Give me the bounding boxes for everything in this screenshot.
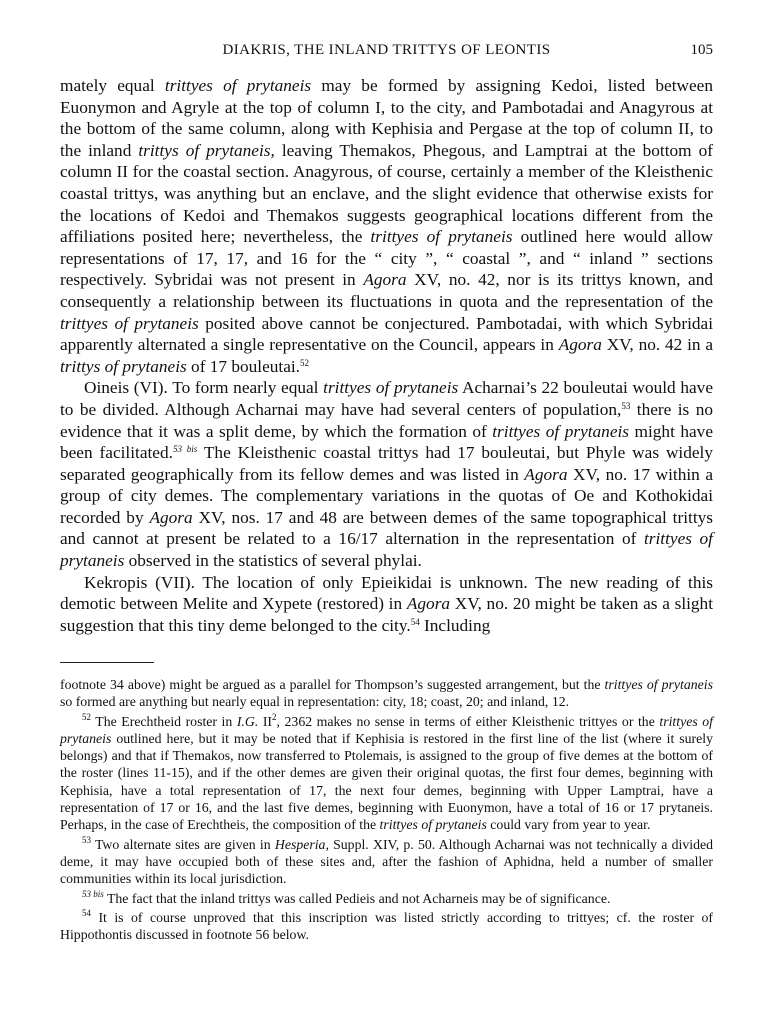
footnote-52: $^{52}$ The Erechtheid roster in I.G. $II^2$, 2362 makes no sense in terms of either Kleisthenic trittyes or the trittyes of prytaneis outlined here, but it may be noted that if Kephisia is restored in the first line of the list (where it surely belongs) and that if Themakos, now transferred to Ptolemais, is assigned to the group of five demes at the bottom of the roster (lines 11-15), and if the other demes are given their original quotas, the first four demes, beginning with Kephisia, have a total representation of 17, the next four demes, beginning with Upper Lamptrai, have a representation of 17 or 16, and the last five demes, beginning with Euonymon, have a total of 16 or 17 prytaneis. Perhaps, in the case of Erechtheis, the composition of the trittyes of prytaneis could vary from year to year. — [60, 711, 713, 833]
paragraph-leontis-continuation: mately equal trittyes of prytaneis may be formed by assigning Kedoi, listed between Euonymon and Agryle at the top of column I, to the city, and Pambotadai and Anagyrous at the bottom of the same column, along with Kephisia and Pergase at the top of column II, to the inland trittys of prytaneis, leaving Themakos, Phegous, and Lamptrai at the bottom of column II for the coastal section. Anagyrous, of course, certainly a member of the Kleisthenic coastal trittys, was anything but an enclave, and the slight evidence that otherwise exists for the locations of Kedoi and Themakos suggests geographical locations different from the affiliations posited here; nevertheless, the trittyes of prytaneis outlined here would allow representations of 17, 17, and 16 for the “ city ”, “ coastal ”, and “ inland ” sections respectively. Sybridai was not present in Agora XV, no. 42, nor is its trittys known, and consequently a relationship between its fluctuations in quota and the representation of the trittyes of prytaneis posited above cannot be conjectured. Pambotadai, with which Sybridai apparently alternated a single representative on the Council, appears in Agora XV, no. 42 in a trittys of prytaneis of 17 bouleutai.$^{52}$ — [60, 76, 713, 376]
footnote-53bis: $^{53 bis}$ The fact that the inland trittys was called Pedieis and not Acharneis may be of significance. — [82, 888, 611, 906]
paragraph-oineis: Oineis (VI). To form nearly equal trittyes of prytaneis Acharnai’s 22 bouleutai would have to be divided. Although Acharnai may have had several centers of population,$^{53}$ there is no evidence that it was a split deme, by which the formation of trittyes of prytaneis might have been facilitated.$^{53 bis}$ The Kleisthenic coastal trittys had 17 bouleutai, but Phyle was widely separated geographically from its fellow demes and was listed in Agora XV, no. 17 within a group of city demes. The complementary variations in the quotas of Oe and Kothokidai recorded by Agora XV, nos. 17 and 48 are between demes of the same topographical trittys and cannot at present be related to a 16/17 alternation in the representation of trittyes of prytaneis observed in the statistics of several phylai. — [60, 378, 714, 571]
page-header — [60, 40, 713, 62]
footnote-ref-54[interactable]: 54 — [410, 616, 420, 627]
footnote-continuation: footnote 34 above) might be argued as a parallel for Thompson’s suggested arrangement, but the trittyes of prytaneis so formed are anything but nearly equal in representation: city, 18; coast, 20; and inland, 12. — [60, 677, 713, 710]
paragraph-kekropis: Kekropis (VII). The location of only Epieikidai is unknown. The new reading of this demotic between Melite and Xypete (restored) in Agora XV, no. 20 might be taken as a slight suggestion that this tiny deme belonged to the city.$^{54}$ Including — [60, 572, 714, 635]
main-text — [60, 75, 713, 636]
running-head: DIAKRIS, THE INLAND TRITTYS OF LEONTIS — [222, 42, 551, 58]
footnote-54: $^{54}$ It is of course unproved that this inscription was listed strictly according to trittyes; cf. the roster of Hippothontis discussed in footnote 56 below. — [60, 907, 713, 943]
footnote-53: $^{53}$ Two alternate sites are given in Hesperia, Suppl. XIV, p. 50. Although Acharnai was not technically a divided deme, it may have occupied both of these sites and, after the fashion of Aphidna, held a number of smaller communities within its local jurisdiction. — [60, 834, 714, 887]
footnote-ref-53[interactable]: 53 — [621, 400, 631, 411]
footnotes — [60, 676, 713, 943]
footnote-ref-53bis[interactable]: 53 bis — [172, 444, 198, 455]
footnote-divider — [60, 662, 154, 663]
footnote-ref-52[interactable]: 52 — [300, 357, 309, 368]
page-number: 105 — [690, 42, 713, 58]
